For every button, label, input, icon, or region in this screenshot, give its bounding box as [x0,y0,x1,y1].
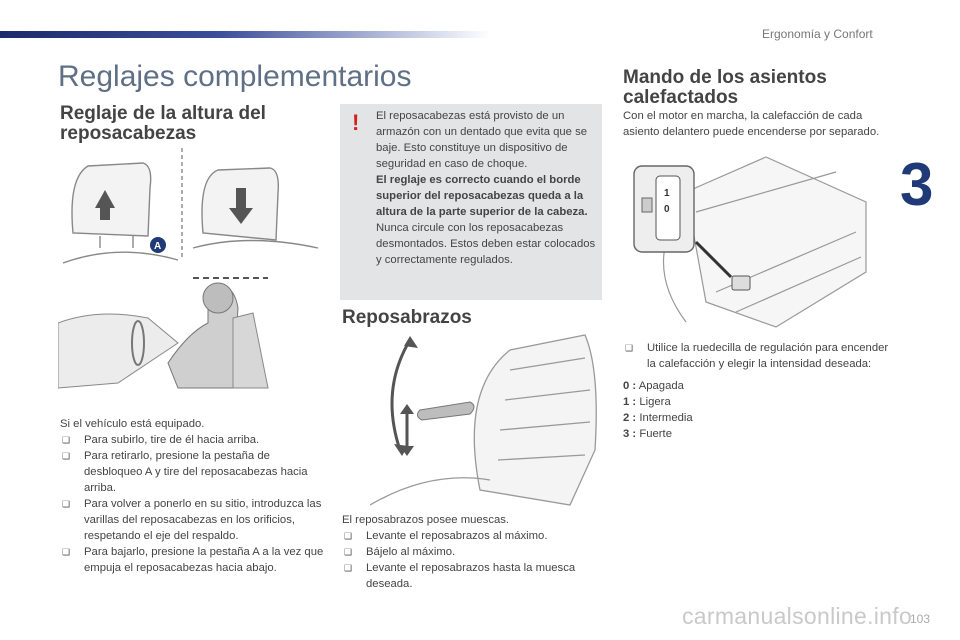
heated-seat-illustration [626,152,886,332]
armrest-illustration [370,330,610,510]
headrest-step: ❑ Para retirarlo, presione la pestaña de desbloqueo A y tire del reposacabezas hacia arriba. [60,448,330,496]
watermark: carmanualsonline.info [682,603,913,629]
dial-label-1: 1 [664,188,670,199]
warning-text-2: Nunca circule con los reposacabezas desmontados. Estos deben estar colocados y correctamente regulados. [376,222,596,266]
heated-text [623,340,893,442]
armrest-step: ❑ Levante el reposabrazos hasta la muesca deseada. [342,560,602,592]
headrest-intro: Si el vehículo está equipado. [60,418,205,430]
header-bar [0,31,490,38]
headrest-heading: Reglaje de la altura del reposacabezas [60,103,266,144]
heat-level: 3 : Fuerte [623,428,672,440]
dial-label-0: 0 [664,204,670,215]
heat-level: 0 : Apagada [623,380,684,392]
headrest-step: ❑ Para volver a ponerlo en su sitio, introduzca las varillas del reposacabezas en los orificios, respetando el eje del respaldo. [60,496,330,544]
heated-intro: Con el motor en marcha, la calefacción de cada asiento delantero puede encenderse por separado. [623,110,880,138]
headrest-step: ❑ Para bajarlo, presione la pestaña A a la vez que empuja el reposacabezas hacia abajo. [60,544,330,576]
heat-level: 2 : Intermedia [623,412,693,424]
warning-text [376,108,596,268]
headrest-text [60,416,330,576]
armrest-text [342,512,602,592]
headrest-step: ❑ Para subirlo, tire de él hacia arriba. [60,432,330,448]
heat-level: 1 : Ligera [623,396,671,408]
headrest-illustration [58,148,328,398]
armrest-step: ❑ Levante el reposabrazos al máximo. [342,528,602,544]
heated-step: ❑ Utilice la ruedecilla de regulación para encender la calefacción y elegir la intensidad deseada: [623,340,893,372]
warning-icon: ! [352,110,360,135]
warning-text-1: El reposacabezas está provisto de un armazón con un dentado que evita que se baje. Esto constituye un dispositivo de seguridad en caso de choque. [376,110,588,170]
heated-heading: Mando de los asientos calefactados [623,67,827,108]
warning-bold: El reglaje es correcto cuando el borde superior del reposacabezas queda a la altura de la parte superior de la cabeza. [376,174,588,218]
section-name: Ergonomía y Confort [762,27,873,41]
chapter-number: 3 [900,151,934,218]
armrest-step: ❑ Bájelo al máximo. [342,544,602,560]
warning-box [340,104,602,300]
page-title: Reglajes complementarios [58,60,412,93]
heat-level-list [623,378,893,442]
page-number: 103 [909,612,930,626]
callout-a-label: A [154,241,162,252]
armrest-intro: El reposabrazos posee muescas. [342,514,510,526]
armrest-heading: Reposabrazos [342,307,472,328]
